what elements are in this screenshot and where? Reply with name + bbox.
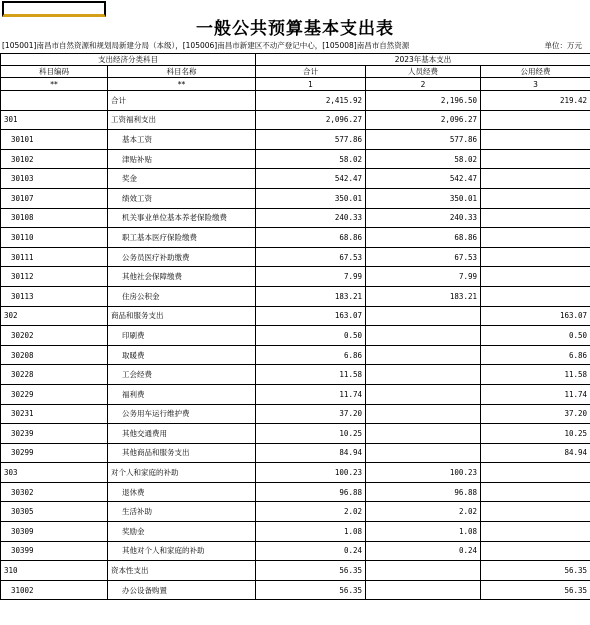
row-public [481, 169, 590, 189]
col-personnel-header: 人员经费 [366, 66, 481, 78]
row-public [481, 110, 590, 130]
row-name: 其他社会保障缴费 [108, 267, 256, 287]
row-code: 30239 [1, 424, 108, 444]
row-name: 绩效工资 [108, 188, 256, 208]
row-personnel: 0.24 [366, 541, 481, 561]
row-public [481, 228, 590, 248]
row-personnel: 542.47 [366, 169, 481, 189]
row-personnel: 350.01 [366, 188, 481, 208]
table-row [1, 580, 590, 600]
row-personnel: 577.86 [366, 130, 481, 150]
row-public [481, 286, 590, 306]
row-public: 163.07 [481, 306, 590, 326]
row-total: 163.07 [256, 306, 366, 326]
row-total: 68.86 [256, 228, 366, 248]
table-row [1, 130, 590, 150]
row-total: 100.23 [256, 463, 366, 483]
unit-label: 单位：万元 [544, 41, 582, 50]
row-public [481, 482, 590, 502]
row-total: 67.53 [256, 247, 366, 267]
row-personnel: 96.88 [366, 482, 481, 502]
row-total: 2,415.92 [256, 91, 366, 111]
row-personnel: 100.23 [366, 463, 481, 483]
row-name: 办公设备购置 [108, 580, 256, 600]
row-name: 公务用车运行维护费 [108, 404, 256, 424]
unit-line [2, 40, 588, 52]
row-total: 58.02 [256, 149, 366, 169]
row-name: 住房公积金 [108, 286, 256, 306]
row-name: 其他商品和服务支出 [108, 443, 256, 463]
row-name: 资本性支出 [108, 561, 256, 581]
row-name: 印刷费 [108, 326, 256, 346]
row-personnel: 2,096.27 [366, 110, 481, 130]
col-code-header: 科目编码 [1, 66, 108, 78]
row-name: 其他交通费用 [108, 424, 256, 444]
row-code: 30302 [1, 482, 108, 502]
row-name: 奖金 [108, 169, 256, 189]
row-total: 7.99 [256, 267, 366, 287]
table-row [1, 424, 590, 444]
row-code: 301 [1, 110, 108, 130]
row-name: 福利费 [108, 384, 256, 404]
row-code: 303 [1, 463, 108, 483]
row-public [481, 188, 590, 208]
row-name: 退休费 [108, 482, 256, 502]
table-row [1, 365, 590, 385]
table-row [1, 463, 590, 483]
row-name: 基本工资 [108, 130, 256, 150]
row-code: 30228 [1, 365, 108, 385]
index-1: 1 [256, 78, 366, 91]
table-row [1, 326, 590, 346]
group-header-left: 支出经济分类科目 [1, 54, 256, 66]
marker-code: ** [1, 78, 108, 91]
row-code: 30102 [1, 149, 108, 169]
row-public [481, 149, 590, 169]
col-name-header: 科目名称 [108, 66, 256, 78]
row-name: 合计 [108, 91, 256, 111]
row-code: 30108 [1, 208, 108, 228]
row-total: 96.88 [256, 482, 366, 502]
row-public: 11.74 [481, 384, 590, 404]
row-name: 工资福利支出 [108, 110, 256, 130]
row-total: 0.50 [256, 326, 366, 346]
index-2: 2 [366, 78, 481, 91]
row-personnel [366, 365, 481, 385]
row-name: 对个人和家庭的补助 [108, 463, 256, 483]
page-title: 一般公共预算基本支出表 [196, 19, 394, 39]
table-row [1, 345, 590, 365]
table-row [1, 267, 590, 287]
row-total: 84.94 [256, 443, 366, 463]
row-code: 31002 [1, 580, 108, 600]
row-personnel [366, 424, 481, 444]
row-name: 其他对个人和家庭的补助 [108, 541, 256, 561]
row-total: 10.25 [256, 424, 366, 444]
row-public: 219.42 [481, 91, 590, 111]
table-row [1, 443, 590, 463]
row-name: 机关事业单位基本养老保险缴费 [108, 208, 256, 228]
row-code: 30231 [1, 404, 108, 424]
table-row [1, 541, 590, 561]
row-code: 30103 [1, 169, 108, 189]
units-text: [105001]南昌市自然资源和规划局新建分局（本级），[105006]南昌市新建区不动产登记中心，[105008]南昌市自然资源 [2, 41, 410, 50]
table-row [1, 228, 590, 248]
row-total: 577.86 [256, 130, 366, 150]
index-3: 3 [481, 78, 590, 91]
row-public: 6.86 [481, 345, 590, 365]
row-code: 30107 [1, 188, 108, 208]
row-total: 37.20 [256, 404, 366, 424]
col-public-header: 公用经费 [481, 66, 590, 78]
row-code: 30399 [1, 541, 108, 561]
row-total: 56.35 [256, 580, 366, 600]
row-personnel: 58.02 [366, 149, 481, 169]
row-total: 11.58 [256, 365, 366, 385]
row-public [481, 522, 590, 542]
row-personnel [366, 443, 481, 463]
row-public [481, 463, 590, 483]
row-public: 56.35 [481, 580, 590, 600]
row-public [481, 267, 590, 287]
table-row [1, 188, 590, 208]
row-name: 奖励金 [108, 522, 256, 542]
table-row [1, 482, 590, 502]
row-total: 240.33 [256, 208, 366, 228]
row-code: 30113 [1, 286, 108, 306]
row-total: 6.86 [256, 345, 366, 365]
row-personnel: 1.08 [366, 522, 481, 542]
row-public: 11.58 [481, 365, 590, 385]
expenditure-table [0, 53, 590, 600]
row-personnel: 68.86 [366, 228, 481, 248]
row-code: 30202 [1, 326, 108, 346]
row-personnel: 67.53 [366, 247, 481, 267]
table-row [1, 91, 590, 111]
row-code: 30309 [1, 522, 108, 542]
row-total: 350.01 [256, 188, 366, 208]
row-personnel: 183.21 [366, 286, 481, 306]
row-personnel: 2.02 [366, 502, 481, 522]
row-code: 302 [1, 306, 108, 326]
row-public: 56.35 [481, 561, 590, 581]
row-total: 2,096.27 [256, 110, 366, 130]
row-code: 30111 [1, 247, 108, 267]
row-name: 工会经费 [108, 365, 256, 385]
row-personnel [366, 404, 481, 424]
row-public: 10.25 [481, 424, 590, 444]
row-public: 84.94 [481, 443, 590, 463]
marker-name: ** [108, 78, 256, 91]
table-row [1, 208, 590, 228]
row-name: 津贴补贴 [108, 149, 256, 169]
row-code: 30110 [1, 228, 108, 248]
table-row [1, 169, 590, 189]
row-personnel [366, 345, 481, 365]
row-personnel [366, 326, 481, 346]
row-total: 0.24 [256, 541, 366, 561]
row-personnel: 240.33 [366, 208, 481, 228]
row-public [481, 208, 590, 228]
row-personnel: 7.99 [366, 267, 481, 287]
row-public [481, 247, 590, 267]
row-public: 0.50 [481, 326, 590, 346]
row-name: 取暖费 [108, 345, 256, 365]
row-name: 公务员医疗补助缴费 [108, 247, 256, 267]
row-code: 310 [1, 561, 108, 581]
table-row [1, 384, 590, 404]
col-total-header: 合计 [256, 66, 366, 78]
row-personnel [366, 384, 481, 404]
row-code: 30208 [1, 345, 108, 365]
row-code [1, 91, 108, 111]
row-personnel [366, 580, 481, 600]
row-total: 11.74 [256, 384, 366, 404]
row-name: 商品和服务支出 [108, 306, 256, 326]
row-total: 183.21 [256, 286, 366, 306]
row-code: 30112 [1, 267, 108, 287]
row-name: 职工基本医疗保险缴费 [108, 228, 256, 248]
row-personnel [366, 306, 481, 326]
row-total: 2.02 [256, 502, 366, 522]
table-row [1, 561, 590, 581]
row-public [481, 541, 590, 561]
row-name: 生活补助 [108, 502, 256, 522]
table-row [1, 247, 590, 267]
row-total: 542.47 [256, 169, 366, 189]
row-personnel [366, 561, 481, 581]
row-public: 37.20 [481, 404, 590, 424]
row-code: 30229 [1, 384, 108, 404]
row-code: 30101 [1, 130, 108, 150]
row-total: 1.08 [256, 522, 366, 542]
row-public [481, 502, 590, 522]
group-header-right: 2023年基本支出 [256, 54, 590, 66]
row-public [481, 130, 590, 150]
row-total: 56.35 [256, 561, 366, 581]
table-row [1, 502, 590, 522]
row-code: 30299 [1, 443, 108, 463]
table-row [1, 306, 590, 326]
table-row [1, 522, 590, 542]
table-row [1, 110, 590, 130]
row-code: 30305 [1, 502, 108, 522]
table-row [1, 149, 590, 169]
row-personnel: 2,196.50 [366, 91, 481, 111]
table-row [1, 404, 590, 424]
table-row [1, 286, 590, 306]
